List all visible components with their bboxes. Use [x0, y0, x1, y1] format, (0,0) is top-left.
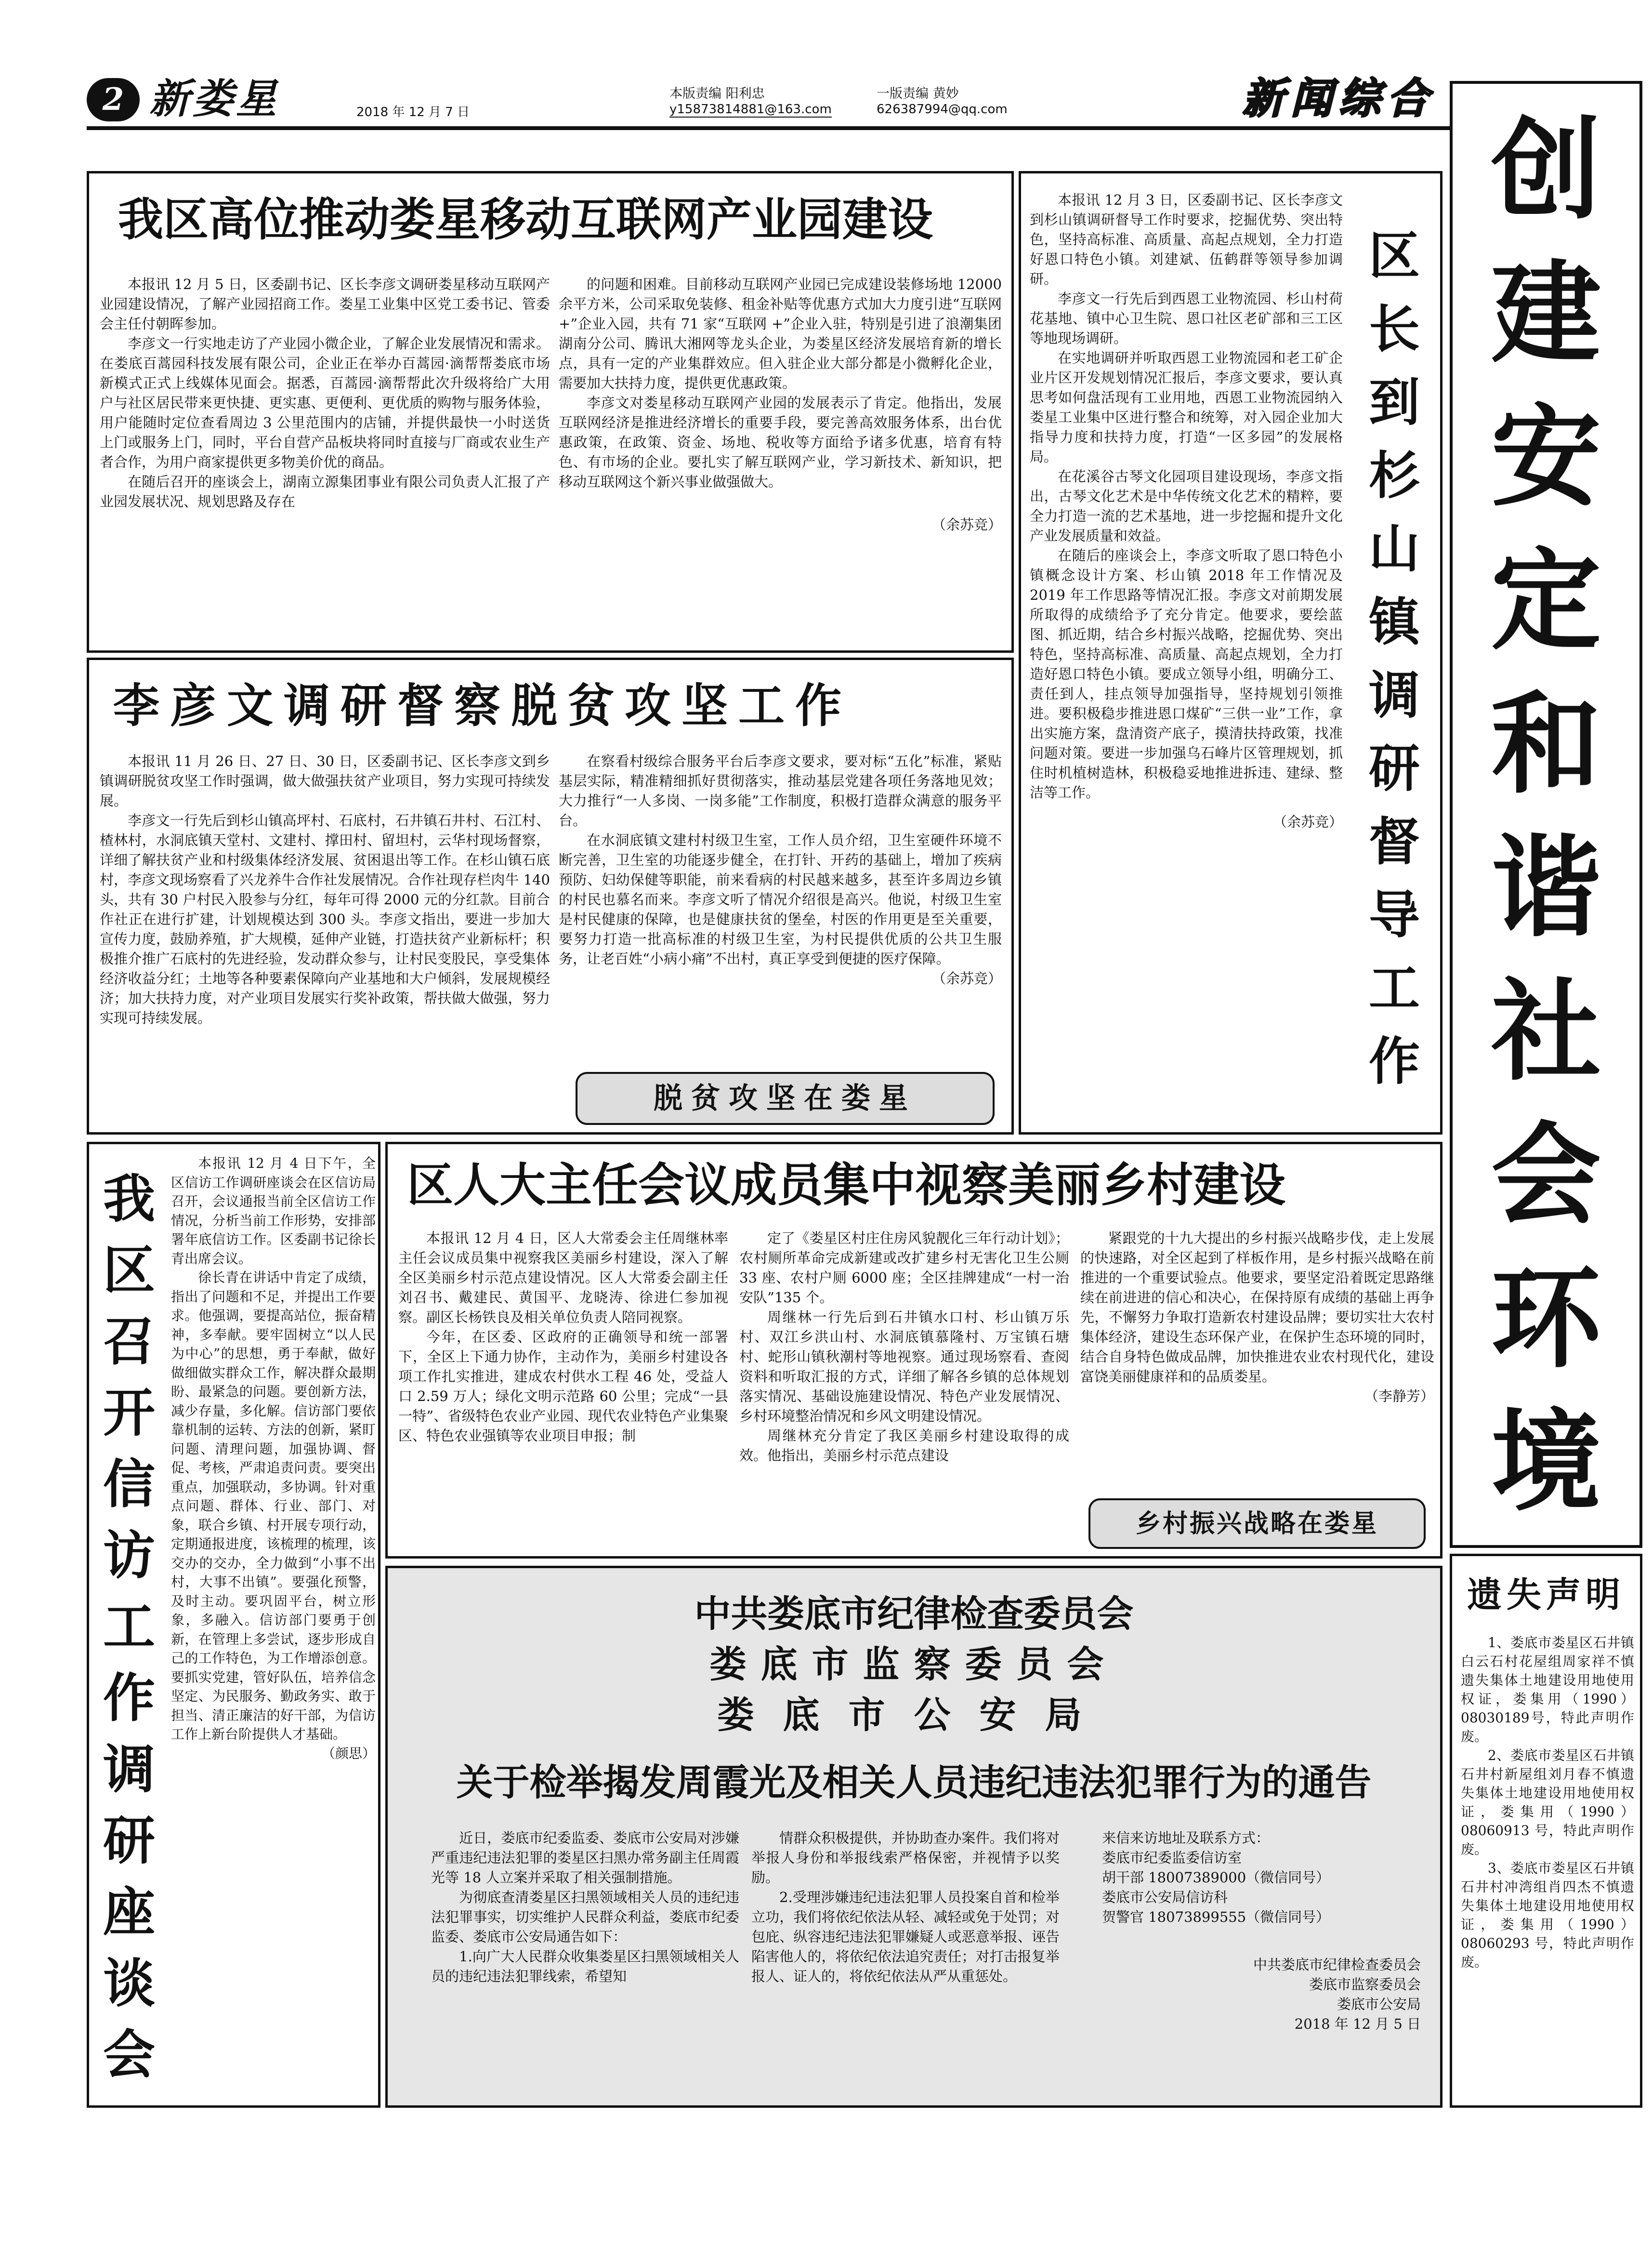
byline: （余苏竞）	[931, 970, 1002, 987]
article-shanshan-inspection	[1019, 171, 1442, 1135]
editor-line-1: 本版责编 阳利忠	[669, 86, 765, 101]
slogan-char: 谐	[1491, 824, 1601, 952]
paragraph: 本报讯 12 月 4 日，区人大常委会主任周继林率主任会议成员集中视察我区美丽乡村建设，深入了解全区美丽乡村示范点建设情况。区人大常委会副主任刘召书、戴建民、黄国平、龙晓涛、徐进仁参加视察。副区长杨铁良及相关单位负责人陪同视察。	[398, 1230, 728, 1325]
article-column	[559, 752, 1002, 1065]
paragraph: 紧跟党的十九大提出的乡村振兴战略步伐，走上发展的快速路，对全区起到了样板作用，是乡村振兴战略在前推进的一个重要试验点。他要求，要坚定沿着既定思路继续在前进进的信心和决心，在保持原有成绩的基础上再争先，不懈努力争取打造新农村建设品牌；要切实壮大农村集体经济，建设生态环保产业，在保护生态环境的同时，结合自身特色做成品牌，加快推进农业农村现代化，建设富饶美丽健康祥和的品质娄星。	[1080, 1230, 1434, 1385]
paragraph: 在随后召开的座谈会上，湖南立源集团事业有限公司负责人汇报了产业园发展状况、规划思路及存在	[100, 474, 550, 510]
paragraph: 徐长青在讲话中肯定了成绩，指出了问题和不足，并提出工作要求。他强调，要提高站位，振奋精神，多奉献。要牢固树立“以人民为中心”的思想，勇于奉献，做好做细做实群众工作，解决群众最期盼、最紧急的问题。要创新方法，减少存量，多化解。信访部门要依靠机制的运转、方法的创新，紧盯问题、清理问题，加强协调、督促、考核，严肃追责问责。要突出重点，加强联动，多协调。针对重点问题、群体、行业、部门、对象，联合乡镇、村开展专项行动，定期通报进度，该梳理的梳理，该交办的交办，全力做到“小事不出村，大事不出镇”。要强化预警，及时主动。要巩固平台，树立形象，多融入。信访部门要勇于创新，在管理上多尝试，逐步形成自己的工作特色，为工作增添创意。要抓实党建，管好队伍，培养信念坚定、为民服务、勤政务实、敢于担当、清正廉洁的好干部，为信访工作上新台阶提供人才基础。	[171, 1269, 376, 1742]
lost-item: 1、娄底市娄星区石井镇白云石村花屋组周家祥不慎遗失集体土地建设用地使用权证，娄集用（1990）08030189号，特此声明作废。	[1461, 1635, 1634, 1745]
article-column	[739, 1229, 1069, 1556]
paragraph: 2.受理涉嫌违纪违法犯罪人员投案自首和检举立功，我们将依纪依法从轻、减轻或免于处罚；对包庇、纵容违纪违法犯罪嫌疑人或恶意举报、诬告陷害他人的，将依纪依法追究责任；对打击报复举报人、证人的，将依纪依法从严从重惩处。	[751, 1889, 1060, 1984]
paragraph: 在实地调研并听取西恩工业物流园和老工矿企业片区开发规划情况汇报后，李彦文要求，要认真思考如何盘活现有工业用地，西恩工业物流园纳入娄星工业集中区进行整合和统筹，对入园企业加大指导力度和扶持力度，打造“一区多园”的发展格局。	[1030, 350, 1343, 465]
paragraph: 李彦文一行先后到杉山镇高坪村、石底村，石井镇石井村、石江村、楂林村，水洞底镇天堂村、文建村、撑田村、留坦村，云华村现场督察，详细了解扶贫产业和村级集体经济发展、贫困退出等工作。在杉山镇石底村，李彦文现场察看了兴龙养牛合作社发展情况。合作社现存栏肉牛 140 头，共有 30 户村民入股参与分红，每年可得 2000 元的分红款。目前合作社正在进行扩建，计划规模达到 300 头。李彦文指出，要进一步加大宣传力度，鼓励养殖，扩大规模，延伸产业链，打造扶贫产业新标杆；积极推介推广石底村的先进经验，发动群众参与，让村民变股民，享受集体经济收益分红；土地等各种要素保障向产业基地和大户倾斜，发展规模经济；加大扶持力度，对产业项目发展实行奖补政策，帮扶做大做强，努力实现可持续发展。	[100, 812, 550, 1026]
article-title: 我区召开信访工作调研座谈会	[103, 1169, 155, 2085]
column-banner: 乡村振兴战略在娄星	[1088, 1498, 1426, 1549]
editor-line-2: 一版责编 黄妙	[877, 86, 959, 101]
notice-issuer: 娄底市监察委员会	[709, 1643, 1118, 1686]
signature-line: 娄底市公安局	[1337, 1996, 1421, 2012]
slogan-char: 安	[1491, 393, 1601, 521]
paragraph: 李彦文对娄星移动互联网产业园的发展表示了肯定。他指出，发展互联网经济是推进经济增长的重要手段，要完善高效服务体系，出台优惠政策，在政策、资金、场地、税收等方面给予诸多优惠，培育有特色、有市场的企业。要扎实了解互联网产业，学习新技术、新知识，把移动互联网这个新兴事业做强做大。	[559, 395, 1002, 490]
article-beautiful-village	[385, 1142, 1442, 1559]
paragraph: 定了《娄星区村庄住房风貌靓化三年行动计划》；农村厕所革命完成新建或改扩建乡村无害化卫生公厕 33 座、农村户厕 6000 座；全区挂牌建成“一村一治安队”135 个。	[739, 1230, 1069, 1306]
article-title-vertical	[93, 1163, 165, 2090]
article-column	[100, 752, 550, 1130]
notice-contact	[1074, 1828, 1421, 2103]
page-number: 2	[102, 81, 124, 118]
masthead	[87, 72, 1450, 145]
page-number-badge	[87, 78, 140, 121]
slogan-char: 和	[1491, 680, 1601, 808]
article-column	[171, 1154, 376, 2108]
paragraph: 今年，在区委、区政府的正确领导和统一部署下，全区上下通力协作，主动作为，美丽乡村建设各项工作扎实推进，建成农村供水工程 46 处，受益人口 2.59 万人；绿化文明示范路 60 公里；完成“一县一特”、省级特色农业产业园、现代农业特色产业集聚区、特色农业强镇等农业项目申报；制	[398, 1329, 728, 1444]
paragraph: 在随后的座谈会上，李彦文听取了恩口特色小镇概念设计方案、杉山镇 2018 年工作情况及 2019 年工作思路等情况汇报。李彦文对前期发展所取得的成绩给予了充分肯定。他要求，要绘蓝图、抓近期，结合乡村振兴战略，挖掘优势、突出特色，坚持高标准、高质量、高起点规划，全力打造好恩口特色小镇。要成立领导小组，明确分工、责任到人，挂点领导加强指导，坚持规划引领推进。要积极稳步推进恩口煤矿“三供一业”工作，拿出实施方案，盘清资产底子，摸清扶持政策，找准问题对策。要进一步加强乌石峰片区管理规划，抓住时机植树造林，积极稳妥地推进拆违、建绿、整洁等工作。	[1030, 547, 1343, 801]
official-notice	[385, 1566, 1442, 2108]
paragraph: 在花溪谷古琴文化园项目建设现场，李彦文指出，古琴文化艺术是中华传统文化艺术的精粹，要全力打造一流的艺术基地，进一步挖掘和提升文化产业发展质量和效益。	[1030, 468, 1343, 544]
side-slogan-box	[1450, 81, 1642, 1548]
slogan-char: 环	[1491, 1255, 1601, 1383]
article-title: 区人大主任会议成员集中视察美丽乡村建设	[407, 1158, 1285, 1212]
article-title: 李彦文调研督察脱贫攻坚工作	[113, 679, 852, 733]
paragraph: 李彦文一行实地走访了产业园小微企业，了解企业发展情况和需求。在娄底百蒿园科技发展有限公司，企业正在举办百蒿园·滴帮帮娄底市场新模式正式上线媒体见面会。据悉，百蒿园·滴帮帮此次升级将给广大用户与社区居民带来更快捷、更实惠、更便利、更优质的购物与服务体验，用户能随时定位查看周边 3 公里范围内的店铺，并提供最快一小时送货上门或服务上门，同时，平台自营产品板块将同时直接与厂商或农业生产者合作，为用户商家提供更多物美价优的商品。	[100, 335, 550, 470]
paragraph: 周继林一行先后到石井镇水口村、杉山镇万乐村、双江乡洪山村、水洞底镇慕隆村、万宝镇石塘村、蛇形山镇秋潮村等地视察。通过现场察看、查阅资料和听取汇报的方式，详细了解各乡镇的总体规划落实情况、基础设施建设情况、特色产业发展情况、乡村环境整治情况和乡风文明建设情况。	[739, 1309, 1069, 1424]
paragraph: 在察看村级综合服务平台后李彦文要求，要对标“五化”标准，紧贴基层实际，精准精细抓好贯彻落实，推动基层党建各项任务落地见效；大力推行“一人多岗、一岗多能”工作制度，积极打造群众满意的服务平台。	[559, 753, 1002, 829]
article-title: 我区高位推动娄星移动互联网产业园建设	[118, 194, 933, 246]
article-column	[559, 275, 1002, 646]
paragraph: 本报讯 11 月 26 日、27 日、30 日，区委副书记、区长李彦文到乡镇调研脱贫攻坚工作时强调，做大做强扶贫产业项目，努力实现可持续发展。	[100, 753, 550, 809]
byline: （余苏竞）	[931, 516, 1002, 533]
paragraph: 为彻底查清娄星区扫黑领域相关人员的违纪违法犯罪事实，切实维护人民群众利益，娄底市纪委监委、娄底市公安局通告如下：	[431, 1889, 739, 1945]
signature-date: 2018 年 12 月 5 日	[1294, 2016, 1421, 2032]
issue-date: 2018 年 12 月 7 日	[356, 105, 470, 119]
byline: （余苏竞）	[1272, 814, 1343, 830]
byline: （颜思）	[321, 1745, 376, 1761]
article-column	[398, 1229, 728, 1556]
editor-email-1: y15873814881@163.com	[669, 102, 832, 117]
side-slogan	[1453, 98, 1639, 1534]
slogan-char: 境	[1491, 1398, 1601, 1526]
paragraph: 本报讯 12 月 5 日，区委副书记、区长李彦文调研娄星移动互联网产业园建设情况，了解产业园招商工作。娄星工业集中区党工委书记、管委会主任付朝晖参加。	[100, 276, 550, 332]
article-petition-forum	[87, 1142, 380, 2108]
lost-notice	[1450, 1554, 1642, 2108]
lost-item: 2、娄底市娄星区石井镇石井村新屋组刘月春不慎遗失集体土地建设用地使用权证，娄集用（1990）08060913 号，特此声明作废。	[1461, 1747, 1634, 1857]
contact-line: 娄底市纪委监委信访室	[1102, 1850, 1242, 1866]
lost-notice-title: 遗失声明	[1467, 1574, 1625, 1615]
paragraph: 周继林充分肯定了我区美丽乡村建设取得的成效。他指出，美丽乡村示范点建设	[739, 1427, 1069, 1464]
byline: （李静芳）	[1364, 1388, 1434, 1404]
notice-issuer: 中共娄底市纪律检查委员会	[694, 1592, 1134, 1635]
contact-line: 贺警官 18073899555（微信同号）	[1102, 1909, 1330, 1925]
article-column	[100, 275, 550, 646]
slogan-char: 建	[1491, 250, 1601, 378]
article-industrial-park	[87, 171, 1014, 653]
slogan-char: 创	[1491, 106, 1601, 234]
paragraph: 情群众积极提供，并协助查办案件。我们将对举报人身份和举报线索严格保密，并视情予以奖励。	[751, 1830, 1060, 1886]
paragraph: 的问题和困难。目前移动互联网产业园已完成建设装修场地 12000 余平方米，公司采取免装修、租金补贴等优惠方式加大力度引进“互联网 +”企业入园，共有 71 家“互联网 +”企业入驻，特别是引进了浪潮集团湖南分公司、腾讯大湘网等龙头企业，为娄星区经济发展培育新的增长点，具有一定的产业集群效应。但入驻企业大部分都是小微孵化企业，需要加大扶持力度，提供更优惠政策。	[559, 276, 1002, 391]
paragraph: 本报讯 12 月 3 日，区委副书记、区长李彦文到杉山镇调研督导工作时要求，挖掘优势、突出特色，坚持高标准、高质量、高起点规划，全力打造好恩口特色小镇。刘建斌、伍鹤群等领导参加调研。	[1030, 192, 1343, 287]
article-column	[1030, 190, 1343, 1130]
signature-line: 娄底市监察委员会	[1309, 1976, 1421, 1993]
paragraph: 李彦文一行先后到西恩工业物流园、杉山村荷花基地、镇中心卫生院、恩口社区老矿部和三工区等地现场调研。	[1030, 291, 1343, 346]
paragraph: 近日，娄底市纪委监委、娄底市公安局对涉嫌严重违纪违法犯罪的娄星区扫黑办常务副主任周霞光等 18 人立案并采取了相关强制措施。	[431, 1830, 739, 1886]
contact-title: 来信来访地址及联系方式：	[1102, 1830, 1270, 1846]
notice-issuer: 娄底市公安局	[717, 1693, 1111, 1736]
article-title: 区长到杉山镇调研督导工作	[1369, 225, 1420, 1091]
lost-item: 3、娄底市娄星区石井镇石井村冲湾组肖四杰不慎遗失集体土地建设用地使用权证，娄集用（1990）08060293 号，特此声明作废。	[1461, 1860, 1634, 1970]
article-poverty-alleviation	[87, 658, 1014, 1135]
slogan-char: 会	[1491, 1111, 1601, 1239]
article-column	[1080, 1229, 1434, 1491]
notice-column	[751, 1828, 1060, 2103]
notice-column	[431, 1828, 739, 2103]
lost-notice-body	[1461, 1633, 1634, 2101]
paragraph: 本报讯 12 月 4 日下午，全区信访工作调研座谈会在区信访局召开，会议通报当前全区信访工作情况，分析当前工作形势，安排部署年底信访工作。区委副书记徐长青出席会议。	[171, 1155, 376, 1267]
editor-email-2: 626387994@qq.com	[877, 102, 1008, 117]
signature-line: 中共娄底市纪律检查委员会	[1253, 1956, 1421, 1973]
contact-line: 胡干部 18007389000（微信同号）	[1102, 1869, 1330, 1886]
slogan-char: 定	[1491, 537, 1601, 665]
column-banner: 脱贫攻坚在娄星	[576, 1072, 995, 1125]
contact-line: 娄底市公安局信访科	[1102, 1889, 1228, 1905]
paragraph: 1.向广大人民群众收集娄星区扫黑领域相关人员的违纪违法犯罪线索，希望知	[431, 1948, 739, 1984]
masthead-rule	[87, 126, 1450, 130]
slogan-char: 社	[1491, 967, 1601, 1096]
paragraph: 在水洞底镇文建村村级卫生室，工作人员介绍，卫生室硬件环境不断完善，卫生室的功能逐步健全，在打针、开药的基础上，增加了疾病预防、妇幼保健等职能，前来看病的村民越来越多，甚至许多周边乡镇的村民也慕名而来。李彦文听了情况介绍很是高兴。他说，村级卫生室是村民健康的保障，也是健康扶贫的堡垒，村医的作用更是至关重要，要努力打造一批高标准的村级卫生室，为村民提供优质的公共卫生服务，让老百姓“小病小痛”不出村，真正享受到便捷的医疗保障。	[559, 832, 1002, 967]
article-title-vertical	[1353, 219, 1435, 1098]
section-name: 新闻综合	[1243, 75, 1435, 123]
paper-name: 新娄星	[149, 75, 280, 122]
notice-title: 关于检举揭发周霞光及相关人员违纪违法犯罪行为的通告	[456, 1761, 1372, 1804]
